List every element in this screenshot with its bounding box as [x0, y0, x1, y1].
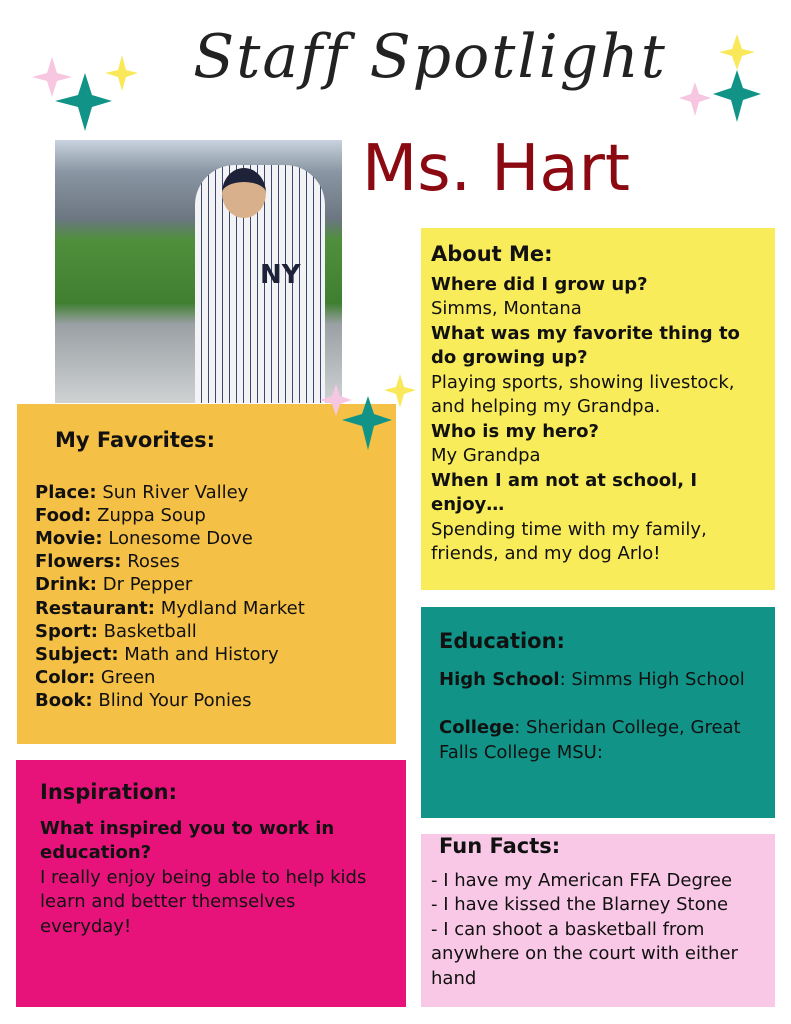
- question: What inspired you to work in education?: [40, 817, 335, 863]
- stars-right-icon: [675, 32, 775, 132]
- favorites-heading: My Favorites:: [55, 428, 216, 452]
- favorite-item: [35, 620, 378, 643]
- favorite-label: Color:: [35, 667, 96, 689]
- favorite-item: [35, 643, 378, 666]
- stars-left-icon: [30, 55, 140, 135]
- favorite-value: Sun River Valley: [102, 481, 249, 503]
- favorite-item: [35, 504, 378, 527]
- inspiration-section: [16, 760, 406, 1007]
- favorites-section: [17, 404, 396, 744]
- question: Who is my hero?: [431, 420, 599, 442]
- about-heading: About Me:: [431, 242, 553, 266]
- favorite-label: Restaurant:: [35, 597, 155, 619]
- fun-fact: - I have kissed the Blarney Stone: [431, 894, 729, 915]
- about-me-section: [421, 228, 775, 590]
- answer: My Grandpa: [431, 445, 541, 466]
- college-label: College: [439, 717, 515, 738]
- answer: Spending time with my family, friends, and my dog Arlo!: [431, 518, 707, 564]
- answer: Playing sports, showing livestock, and helping my Grandpa.: [431, 371, 735, 417]
- favorite-value: Zuppa Soup: [97, 504, 206, 526]
- favorite-label: Flowers:: [35, 551, 122, 573]
- favorite-label: Drink:: [35, 574, 97, 596]
- staff-photo: [55, 140, 342, 403]
- fun-fact: - I can shoot a basketball from anywhere on the court with either hand: [431, 918, 738, 989]
- fun-facts-heading: Fun Facts:: [439, 834, 561, 858]
- education-section: [421, 607, 775, 818]
- fun-facts-section: [421, 834, 775, 1007]
- favorite-value: Dr Pepper: [102, 574, 193, 596]
- fun-fact: - I have my American FFA Degree: [431, 869, 733, 891]
- favorite-label: Subject:: [35, 643, 119, 665]
- favorite-label: Movie:: [35, 527, 103, 549]
- college-value: : Sheridan College, Great Falls College MSU:: [439, 717, 741, 763]
- favorite-value: Basketball: [103, 620, 197, 642]
- favorite-item: [35, 573, 378, 596]
- high-school-label: High School: [439, 668, 560, 690]
- question: When I am not at school, I enjoy…: [431, 469, 698, 515]
- favorite-value: Mydland Market: [160, 597, 305, 619]
- ny-logo: NY: [260, 260, 301, 290]
- favorite-value: Lonesome Dove: [108, 527, 253, 549]
- favorite-label: Book:: [35, 690, 93, 712]
- favorite-label: Sport:: [35, 620, 98, 642]
- favorite-item: [35, 527, 378, 550]
- inspiration-heading: Inspiration:: [40, 780, 178, 804]
- question: Where did I grow up?: [431, 273, 648, 295]
- favorite-value: Roses: [127, 551, 180, 573]
- staff-name: Ms. Hart: [362, 132, 630, 206]
- favorite-label: Food:: [35, 504, 92, 526]
- favorite-item: [35, 666, 378, 689]
- favorite-value: Blind Your Ponies: [98, 690, 252, 712]
- person-head: [222, 168, 266, 218]
- question: What was my favorite thing to do growing up?: [431, 322, 740, 368]
- favorites-list: [35, 481, 378, 713]
- favorite-value: Math and History: [124, 643, 279, 665]
- stars-middle-icon: [318, 372, 418, 452]
- favorite-item: [35, 550, 378, 573]
- answer: Simms, Montana: [431, 298, 582, 319]
- favorite-label: Place:: [35, 481, 97, 503]
- favorite-item: [35, 597, 378, 620]
- favorite-value: Green: [100, 667, 156, 689]
- high-school-value: : Simms High School: [559, 668, 745, 690]
- answer: I really enjoy being able to help kids learn and better themselves everyday!: [40, 866, 367, 937]
- favorite-item: [35, 481, 378, 504]
- education-heading: Education:: [439, 629, 565, 653]
- favorite-item: [35, 689, 378, 712]
- page-title: Staff Spotlight: [193, 22, 667, 92]
